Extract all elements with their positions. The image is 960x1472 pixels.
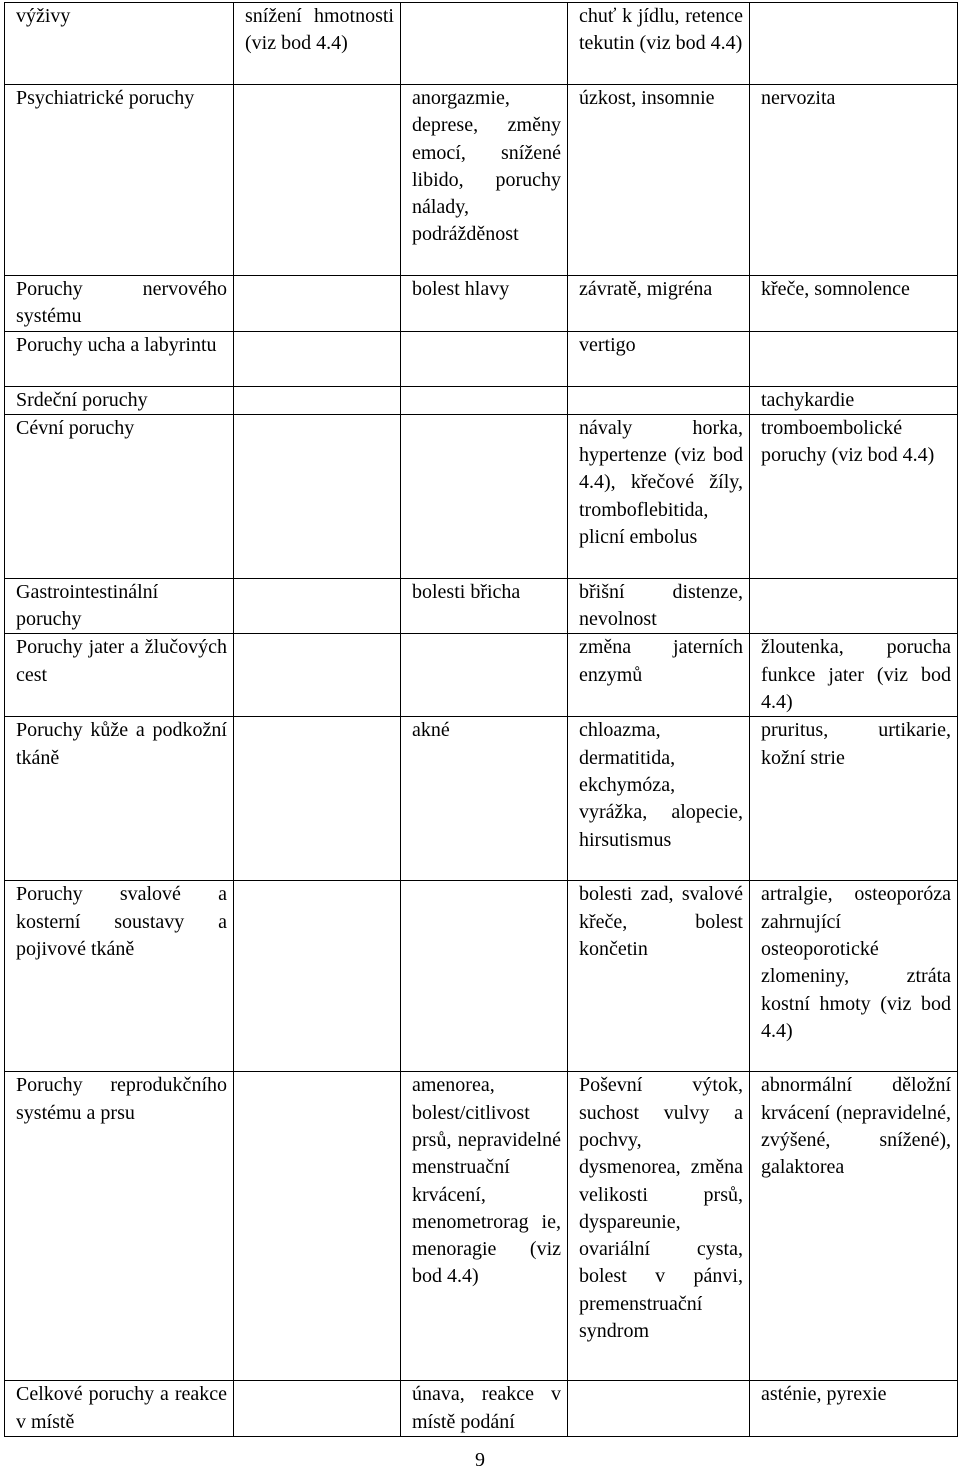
cell-rare (750, 634, 958, 717)
cell-text: Psychiatrické poruchy (16, 87, 195, 109)
cell-text: Poruchy ucha a labyrintu (16, 333, 217, 356)
cell-rare (750, 276, 958, 332)
cell-text: Poruchy jater a žlučových cest (16, 636, 227, 686)
cell-common (401, 414, 568, 578)
cell-uncommon (568, 1381, 750, 1437)
cell-rare (750, 414, 958, 578)
table-row (5, 717, 958, 881)
cell-rare (750, 717, 958, 881)
cell-text: tromboembolické poruchy (viz bod 4.4) (761, 416, 935, 467)
cell-common (401, 386, 568, 414)
cell-uncommon (568, 578, 750, 634)
cell-very-common (234, 1072, 401, 1381)
cell-uncommon (568, 414, 750, 578)
cell-common (401, 634, 568, 717)
cell-text: bolest hlavy (412, 278, 510, 300)
cell-common (401, 1072, 568, 1381)
cell-rare (750, 85, 958, 276)
cell-uncommon (568, 881, 750, 1072)
adverse-effects-table (4, 2, 958, 1437)
cell-text: Poruchy kůže a podkožní tkáně (16, 719, 227, 769)
cell-very-common (234, 578, 401, 634)
cell-very-common (234, 386, 401, 414)
cell-organ-class (5, 386, 234, 414)
table-row (5, 386, 958, 414)
cell-text: akné (412, 719, 450, 742)
cell-text: návaly horka, hypertenze (viz bod 4.4), křečové žíly, tromboflebitida, plicní embolus (579, 416, 743, 549)
cell-text: vertigo (579, 333, 636, 356)
cell-text: změna jaterních enzymů (579, 636, 743, 686)
cell-organ-class (5, 717, 234, 881)
cell-rare (750, 331, 958, 386)
cell-text: křeče, somnolence (761, 278, 910, 300)
page-number: 9 (475, 1449, 485, 1471)
cell-very-common (234, 717, 401, 881)
cell-uncommon (568, 634, 750, 717)
cell-rare (750, 386, 958, 414)
cell-common (401, 276, 568, 332)
cell-common (401, 717, 568, 881)
table-row (5, 331, 958, 386)
cell-text: chloazma, dermatitida, ekchymóza, vyrážka, alopecie, hirsutismus (579, 719, 743, 851)
cell-text: závratě, migréna (579, 278, 713, 300)
cell-text: Gastrointestinální poruchy (16, 580, 159, 631)
cell-text: amenorea, bolest/citlivost prsů, nepravidelné menstruační krvácení, menometrorag ie, menoragie (viz bod 4.4) (412, 1074, 561, 1288)
cell-common (401, 3, 568, 85)
cell-common (401, 1381, 568, 1437)
cell-organ-class (5, 1381, 234, 1437)
cell-organ-class (5, 1072, 234, 1381)
table-row (5, 85, 958, 276)
cell-rare (750, 3, 958, 85)
table-row (5, 578, 958, 634)
table-row (5, 1072, 958, 1381)
cell-text: Srdeční poruchy (16, 388, 148, 411)
cell-text: pruritus, urtikarie, kožní strie (761, 719, 951, 769)
cell-organ-class (5, 331, 234, 386)
cell-text: únava, reakce v místě podání (412, 1383, 561, 1433)
cell-rare (750, 1072, 958, 1381)
cell-text: abnormální děložní krvácení (nepravidelné, zvýšené, snížené), galaktorea (761, 1074, 951, 1179)
cell-text: Celkové poruchy a reakce v místě (16, 1383, 227, 1433)
cell-text: Poševní výtok, suchost vulvy a pochvy, dysmenorea, změna velikosti prsů, dyspareunie, ovariální cysta, bolest v pánvi, premenstruační syndrom (579, 1074, 743, 1343)
cell-very-common (234, 414, 401, 578)
cell-rare (750, 1381, 958, 1437)
cell-text: žloutenka, porucha funkce jater (viz bod 4.4) (761, 636, 951, 714)
cell-organ-class (5, 578, 234, 634)
cell-organ-class (5, 414, 234, 578)
cell-uncommon (568, 3, 750, 85)
cell-text: břišní distenze, nevolnost (579, 580, 743, 631)
table-row (5, 1381, 958, 1437)
table-row (5, 881, 958, 1072)
cell-uncommon (568, 276, 750, 332)
cell-uncommon (568, 331, 750, 386)
table-row (5, 276, 958, 332)
cell-text: artralgie, osteoporóza zahrnující osteoporotické zlomeniny, ztráta kostní hmoty (viz bod 4.4) (761, 883, 951, 1042)
cell-text: nervozita (761, 87, 836, 109)
cell-uncommon (568, 386, 750, 414)
cell-common (401, 331, 568, 386)
cell-text: bolesti zad, svalové křeče, bolest končetin (579, 883, 743, 960)
cell-organ-class (5, 85, 234, 276)
table-body (5, 3, 958, 1437)
cell-common (401, 881, 568, 1072)
cell-common (401, 85, 568, 276)
cell-organ-class (5, 3, 234, 85)
cell-text: Cévní poruchy (16, 416, 135, 439)
cell-common (401, 578, 568, 634)
cell-very-common (234, 3, 401, 85)
cell-text: Poruchy reprodukčního systému a prsu (16, 1074, 227, 1124)
cell-text: asténie, pyrexie (761, 1383, 887, 1406)
cell-text: úzkost, insomnie (579, 87, 715, 109)
table-row (5, 634, 958, 717)
table-row (5, 414, 958, 578)
cell-rare (750, 578, 958, 634)
cell-organ-class (5, 276, 234, 332)
cell-rare (750, 881, 958, 1072)
cell-very-common (234, 85, 401, 276)
cell-text: výživy (16, 5, 71, 27)
cell-text: tachykardie (761, 388, 855, 411)
cell-text: chuť k jídlu, retence tekutin (viz bod 4.4) (579, 5, 743, 55)
cell-organ-class (5, 634, 234, 717)
cell-text: bolesti břicha (412, 580, 521, 603)
cell-text: Poruchy svalové a kosterní soustavy a pojivové tkáně (16, 883, 227, 960)
cell-very-common (234, 276, 401, 332)
cell-uncommon (568, 1072, 750, 1381)
table-row (5, 3, 958, 85)
cell-text: snížení hmotnosti (viz bod 4.4) (245, 5, 394, 55)
cell-very-common (234, 1381, 401, 1437)
cell-very-common (234, 331, 401, 386)
cell-text: Poruchy nervového systému (16, 278, 227, 328)
cell-organ-class (5, 881, 234, 1072)
cell-uncommon (568, 717, 750, 881)
cell-very-common (234, 634, 401, 717)
cell-very-common (234, 881, 401, 1072)
cell-uncommon (568, 85, 750, 276)
cell-text: anorgazmie, deprese, změny emocí, snížené libido, poruchy nálady, podrážděnost (412, 87, 561, 246)
